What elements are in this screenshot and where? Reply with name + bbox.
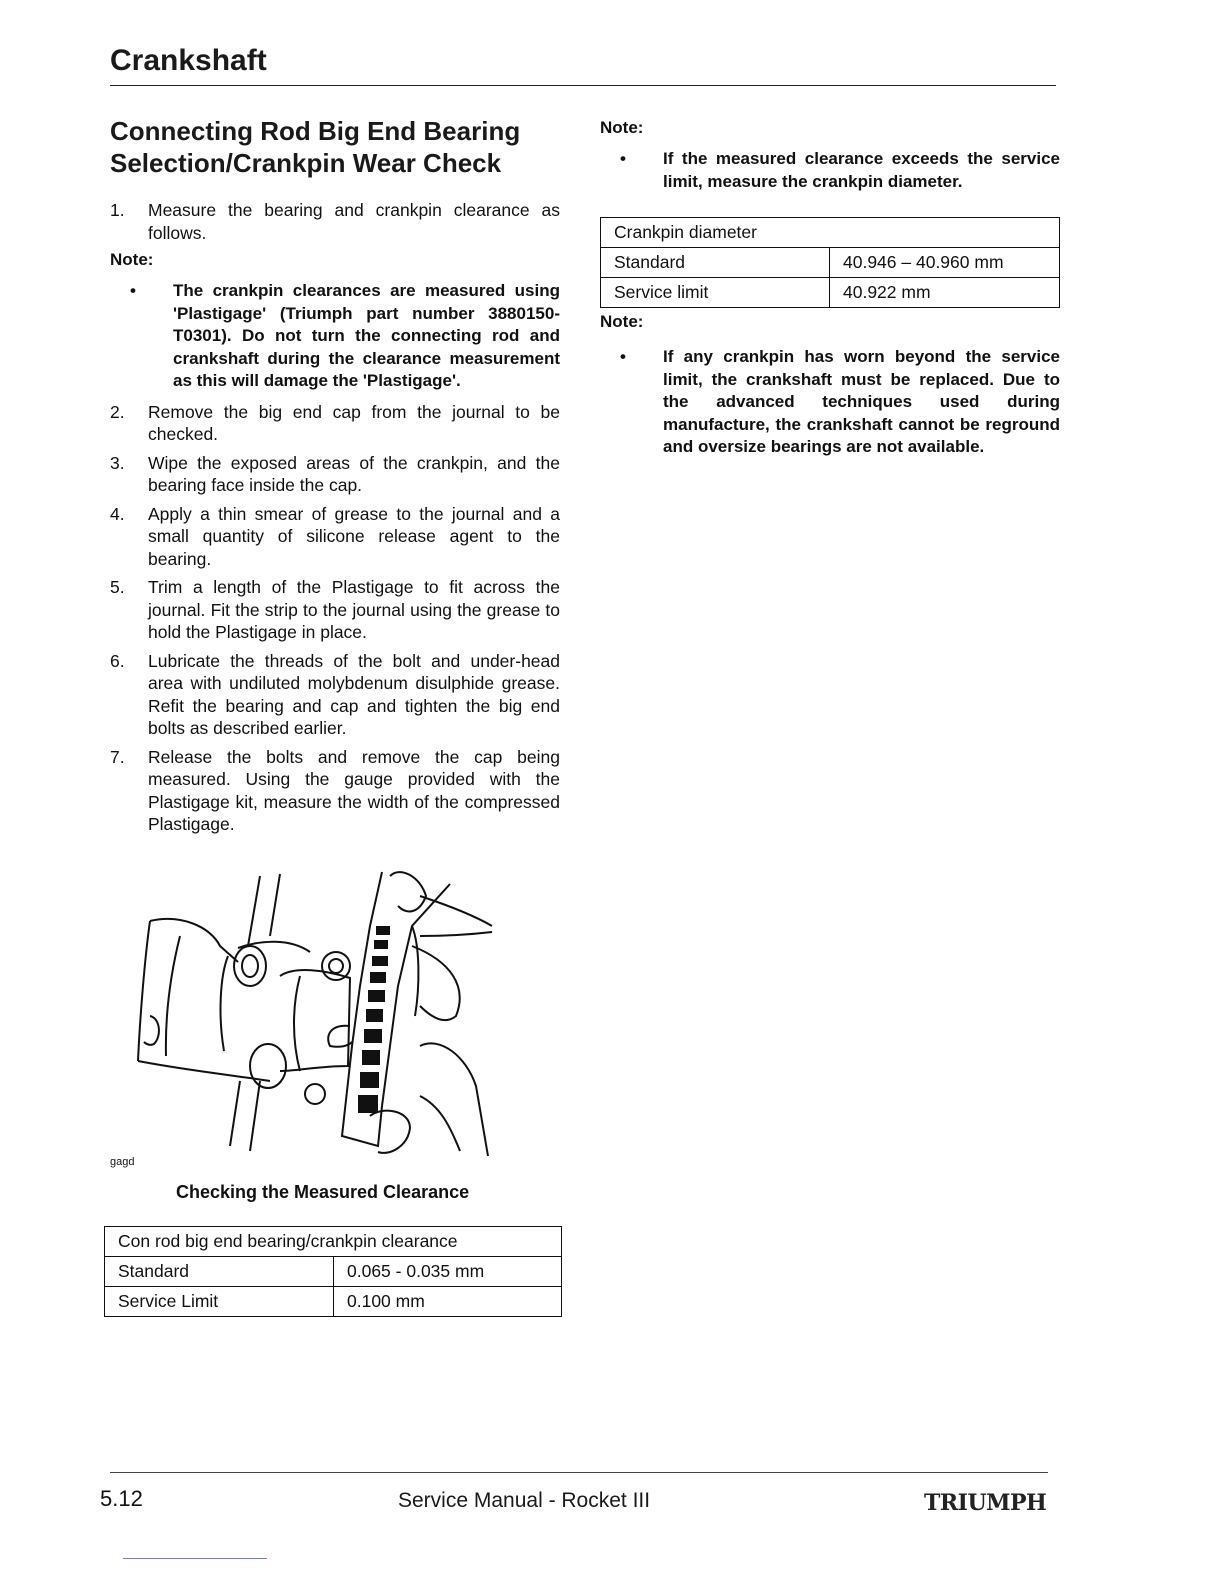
step-number: 2.: [110, 401, 125, 422]
step-item: [110, 452, 560, 497]
table-row: [601, 248, 1060, 278]
step-item: [110, 576, 560, 644]
table-title-cell: Crankpin diameter: [601, 218, 1060, 248]
header-divider: [110, 85, 1056, 86]
bullet-glyph: •: [130, 281, 136, 300]
table-row: [105, 1286, 562, 1316]
clearance-spec-table: [104, 1226, 562, 1317]
note-bullet-item: [600, 148, 1060, 193]
triumph-logo: [924, 1486, 1047, 1526]
left-column: [110, 115, 560, 1317]
table-cell-label: Service Limit: [105, 1286, 334, 1316]
note-label: Note:: [110, 250, 154, 269]
table-title-cell: Con rod big end bearing/crankpin clearance: [105, 1226, 562, 1256]
table-row: [601, 218, 1060, 248]
bullet-glyph: •: [620, 149, 626, 168]
note-bullet-text: If the measured clearance exceeds the service limit, measure the crankpin diameter.: [663, 149, 1060, 191]
figure-code: gagd: [110, 1155, 135, 1168]
note-bullet-item: [110, 280, 560, 393]
step-text: Remove the big end cap from the journal to be checked.: [148, 401, 560, 444]
figure: [110, 866, 560, 1202]
table-cell-label: Standard: [105, 1256, 334, 1286]
step-item: [110, 401, 560, 446]
step-item: [110, 650, 560, 740]
table-cell-label: Service limit: [601, 278, 830, 308]
brand-text: TRIUMPH: [924, 1490, 1047, 1516]
plastigage-illustration: [120, 866, 540, 1166]
step-number: 7.: [110, 746, 125, 767]
step-text: Apply a thin smear of grease to the journal and a small quantity of silicone release agent to the bearing.: [148, 503, 560, 569]
table-cell-value: 40.946 – 40.960 mm: [830, 248, 1060, 278]
step-text: Release the bolts and remove the cap being measured. Using the gauge provided with the Plastigage kit, measure the width of the compressed Plastigage.: [148, 746, 560, 834]
page-number: 5.12: [100, 1486, 143, 1511]
step-number: 3.: [110, 452, 125, 473]
link-underline: [123, 1558, 267, 1559]
table-cell-label: Standard: [601, 248, 830, 278]
step-text: Lubricate the threads of the bolt and under-head area with undiluted molybdenum disulphide grease. Refit the bearing and cap and tighten the big end bolts as described earlier.: [148, 650, 560, 738]
note-bullet-text: If any crankpin has worn beyond the service limit, the crankshaft must be replaced. Due to the advanced techniques used during manufacture, the crankshaft cannot be reground and oversize bearings are not available.: [663, 347, 1060, 456]
step-item: [110, 746, 560, 836]
table-cell-value: 0.065 - 0.035 mm: [334, 1256, 562, 1286]
steps-list: [110, 401, 560, 836]
step-text: Trim a length of the Plastigage to fit across the journal. Fit the strip to the journal using the grease to hold the Plastigage in place.: [148, 577, 560, 642]
table-row: [105, 1256, 562, 1286]
step-number: 5.: [110, 577, 125, 597]
note-bullets: [600, 148, 1060, 193]
note-bullets: [600, 346, 1060, 459]
manual-title: Service Manual - Rocket III: [398, 1489, 651, 1512]
note-label: Note:: [600, 118, 644, 137]
step-text: Wipe the exposed areas of the crankpin, and the bearing face inside the cap.: [148, 452, 560, 495]
step-item: [110, 503, 560, 571]
step-number: 6.: [110, 650, 125, 671]
bullet-glyph: •: [620, 347, 626, 366]
step-text: Measure the bearing and crankpin clearance as follows.: [148, 200, 560, 243]
crankpin-diameter-table: [600, 217, 1060, 308]
table-cell-value: 0.100 mm: [334, 1286, 562, 1316]
note-bullets: [110, 280, 560, 393]
figure-caption: Checking the Measured Clearance: [176, 1181, 470, 1202]
page-header-title: Crankshaft: [110, 44, 267, 77]
step-item: [110, 199, 560, 244]
note-label: Note:: [600, 312, 644, 331]
step-number: 1.: [110, 200, 125, 220]
table-row: [601, 278, 1060, 308]
note-bullet-item: [600, 346, 1060, 459]
table-row: [105, 1226, 562, 1256]
section-title: Connecting Rod Big End Bearing Selection/Crankpin Wear Check: [110, 116, 521, 178]
footer-divider: [110, 1472, 1048, 1473]
step-number: 4.: [110, 503, 125, 524]
table-cell-value: 40.922 mm: [830, 278, 1060, 308]
steps-list-intro: [110, 199, 560, 244]
note-bullet-text: The crankpin clearances are measured using 'Plastigage' (Triumph part number 3880150-T0301). Do not turn the connecting rod and crankshaft during the clearance measurement as this will damage the 'Plastigage'.: [173, 281, 560, 390]
right-column: [600, 118, 1060, 467]
